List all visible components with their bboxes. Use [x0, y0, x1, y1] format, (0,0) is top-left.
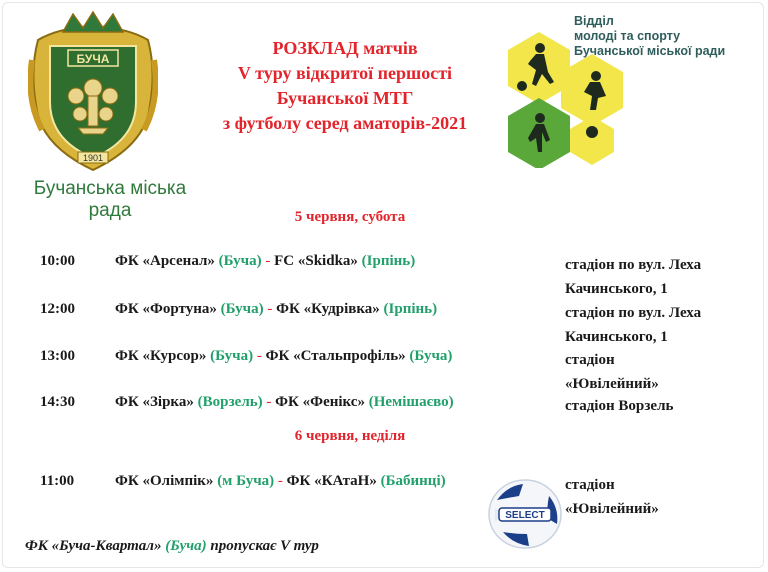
match-separator: - [256, 348, 262, 364]
away-team: ФК «Кудрівка» [276, 301, 380, 317]
match-row [0, 253, 768, 297]
match-separator: - [267, 301, 273, 317]
home-town: (Буча) [218, 253, 262, 269]
venue-line1: стадіон по вул. Леха [565, 257, 702, 273]
department-line3: Бучанської міської ради [574, 44, 726, 58]
venue-line2: Качинського, 1 [565, 281, 668, 297]
crest-icon [28, 10, 158, 178]
ball-brand-label: SELECT [505, 510, 545, 521]
department-name [574, 14, 764, 59]
crest-year: 1901 [82, 153, 104, 163]
venue-line1: стадіон по вул. Леха [565, 305, 702, 321]
home-team: ФК «Зірка» [115, 394, 194, 410]
home-team: ФК «Олімпік» [115, 473, 214, 489]
day-header-sunday: 6 червня, неділя [294, 428, 406, 444]
schedule-title [170, 36, 520, 136]
council-name [20, 178, 200, 222]
venue-line1: стадіон [565, 477, 615, 493]
away-team: ФК «Фенікс» [275, 394, 365, 410]
match-teams [115, 348, 452, 365]
council-name-line1: Бучанська міська [33, 178, 187, 199]
match-teams [115, 394, 454, 411]
home-town: (Буча) [210, 348, 254, 364]
department-line1: Відділ [574, 14, 614, 28]
department-line2: молоді та спорту [574, 29, 681, 43]
match-separator: - [277, 473, 283, 489]
home-team: ФК «Курсор» [115, 348, 207, 364]
match-separator: - [266, 394, 272, 410]
bye-text: пропускає V тур [210, 538, 319, 554]
away-town: (Ірпінь) [361, 253, 416, 269]
venue-line1: стадіон Ворзель [565, 398, 674, 414]
home-team: ФК «Фортуна» [115, 301, 217, 317]
match-teams [115, 301, 437, 318]
title-line4: з футболу серед аматорів-2021 [222, 113, 468, 133]
match-venue [565, 394, 765, 418]
match-venue [565, 253, 765, 301]
venue-line2: «Ювілейний» [565, 501, 659, 517]
away-town: (Буча) [409, 348, 453, 364]
away-town: (Бабинці) [380, 473, 446, 489]
bye-town: (Буча) [165, 538, 207, 554]
council-name-line2: рада [88, 200, 132, 221]
venue-line2: «Ювілейний» [565, 376, 659, 392]
match-time: 12:00 [40, 301, 75, 317]
council-crest-logo [28, 10, 158, 178]
title-line2: V туру відкритої першості [237, 63, 453, 83]
away-team: ФК «Стальпрофіль» [265, 348, 406, 364]
bye-team: ФК «Буча-Квартал» [25, 538, 162, 554]
away-town: (Немішаєво) [368, 394, 454, 410]
venue-line1: стадіон [565, 352, 615, 368]
home-town: (Буча) [220, 301, 264, 317]
away-town: (Ірпінь) [383, 301, 438, 317]
home-team: ФК «Арсенал» [115, 253, 215, 269]
match-venue [565, 473, 765, 521]
match-time: 14:30 [40, 394, 75, 410]
crest-title: БУЧА [76, 52, 110, 66]
match-time: 11:00 [40, 473, 75, 489]
home-town: (Ворзель) [197, 394, 263, 410]
bye-note [25, 538, 319, 555]
day-header-saturday: 5 червня, субота [294, 209, 406, 225]
match-venue [565, 348, 765, 396]
match-time: 13:00 [40, 348, 75, 364]
home-town: (м Буча) [217, 473, 275, 489]
match-row [0, 394, 768, 416]
match-time: 10:00 [40, 253, 75, 269]
match-row [0, 301, 768, 345]
match-separator: - [265, 253, 271, 269]
match-row [0, 348, 768, 392]
title-line1: РОЗКЛАД матчів [272, 38, 418, 58]
title-line3: Бучанської МТГ [276, 88, 414, 108]
away-team: ФК «КАтаН» [286, 473, 377, 489]
match-venue [565, 301, 765, 349]
match-teams [115, 253, 415, 270]
football-ball-image [487, 478, 563, 550]
venue-line2: Качинського, 1 [565, 329, 668, 345]
soccer-ball-icon [487, 478, 563, 550]
match-teams [115, 473, 446, 490]
away-team: FC «Skidka» [274, 253, 358, 269]
